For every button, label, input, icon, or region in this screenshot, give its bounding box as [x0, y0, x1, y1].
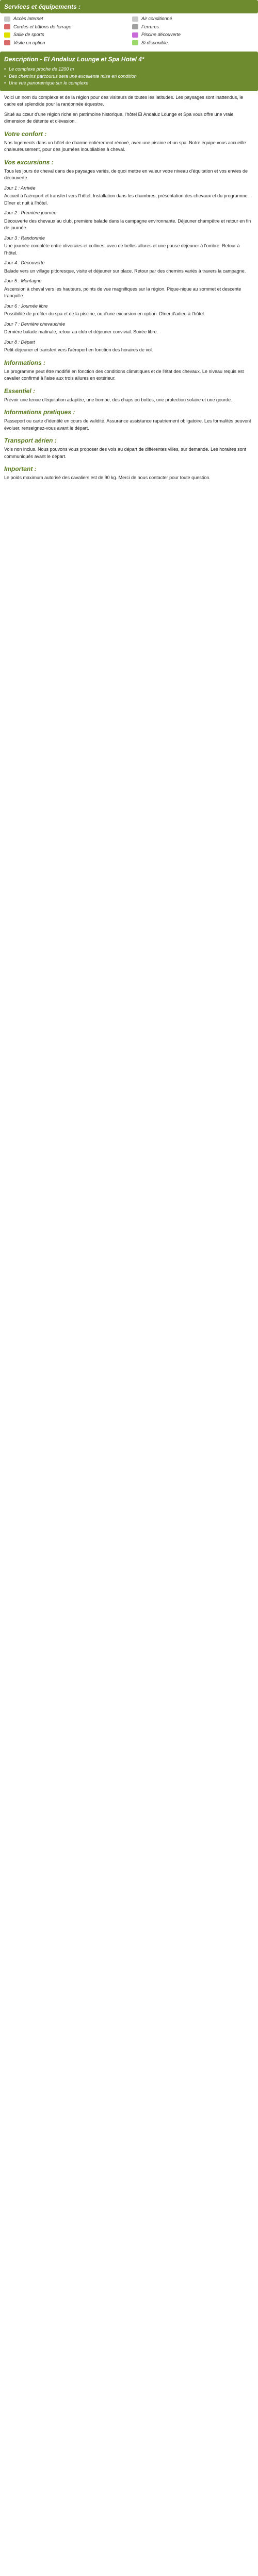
gym-icon: [4, 32, 10, 38]
day-title: Jour 7 : Dernière chevauchée: [4, 321, 66, 327]
confort-text: Nos logements dans un hôtel de charme entièrement rénové, avec une piscine et un spa. Notre équipe vous accueille chaleureusement, pour des journées inoubliables à cheval.: [4, 140, 246, 152]
informations-title: Informations :: [4, 359, 45, 366]
confort-title: Votre confort :: [4, 130, 47, 138]
service-item: [132, 15, 254, 23]
day-text: Découverte des chevaux au club, première balade dans la campagne environnante. Déjeuner champêtre et retour en fin de journée.: [4, 218, 251, 230]
day-text: Possibilité de profiter du spa et de la piscine, ou d'une excursion en option. Dîner d'adieu à l'hôtel.: [4, 311, 205, 316]
day-title: Jour 3 : Randonnée: [4, 235, 45, 241]
services-list: [0, 13, 258, 49]
service-label: Air conditionné: [141, 16, 172, 21]
transport-text: Vols non inclus. Nous pouvons vous proposer des vols au départ de différentes villes, sur demande. Les horaires sont communiqués avant le départ.: [4, 447, 247, 459]
stick-icon: [4, 24, 10, 29]
services-header: Services et équipements :: [0, 0, 258, 13]
day-block: [4, 278, 254, 300]
day-text: Balade vers un village pittoresque, visite et déjeuner sur place. Retour par des chemins variés à travers la campagne.: [4, 268, 246, 274]
day-block: [4, 321, 254, 336]
day-text: Dernière balade matinale, retour au club et déjeuner convivial. Soirée libre.: [4, 329, 158, 334]
service-label: Cordes et bâtons de ferrage: [13, 24, 72, 29]
wifi-icon: [4, 16, 10, 22]
day-block: [4, 339, 254, 354]
day-block: [4, 303, 254, 318]
service-item: [4, 15, 126, 23]
day-title: Jour 6 : Journée libre: [4, 303, 48, 309]
service-label: Visite en option: [13, 40, 45, 45]
important-title: Important :: [4, 465, 37, 472]
content-body: [0, 91, 258, 488]
bullet-text: Le complexe proche de 1200 m: [9, 66, 74, 72]
informations-text: Le programme peut être modifié en fonction des conditions climatiques et de l'état des chevaux. Le niveau requis est cavalier confirmé à l'aise aux trois allures en extérieur.: [4, 368, 244, 381]
service-label: Salle de sports: [13, 32, 44, 37]
description-bullet: [4, 66, 254, 73]
bullet-icon: •: [4, 80, 6, 86]
pratiques-text: Passeport ou carte d'identité en cours de validité. Assurance assistance rapatriement obligatoire. Les formalités peuvent évoluer, renseignez-vous avant le départ.: [4, 418, 251, 431]
service-item: [132, 40, 254, 47]
important-text: Le poids maximum autorisé des cavaliers est de 90 kg. Merci de nous contacter pour toute question.: [4, 475, 211, 480]
excursions-intro: Tous les jours de cheval dans des paysages variés, de quoi mettre en valeur votre niveau d'équitation et vos envies de découverte.: [4, 168, 248, 180]
day-block: [4, 185, 254, 207]
day-title: Jour 4 : Découverte: [4, 260, 45, 265]
service-item: [4, 40, 126, 47]
bullet-icon: •: [4, 73, 6, 79]
excursions-title: Vos excursions :: [4, 158, 54, 166]
service-item: [4, 24, 126, 31]
visit-icon: [4, 40, 10, 45]
pratiques-title: Informations pratiques :: [4, 409, 75, 416]
snowflake-icon: [132, 16, 138, 22]
bullet-text: Une vue panoramique sur le complexe: [9, 80, 89, 86]
check-icon: [132, 40, 138, 45]
day-title: Jour 5 : Montagne: [4, 278, 42, 283]
description-bullet: [4, 80, 254, 87]
service-label: Accès Internet: [13, 16, 43, 21]
service-label: Ferrures: [141, 24, 159, 29]
essentiel-title: Essentiel :: [4, 387, 36, 395]
essentiel-text: Prévoir une tenue d'équitation adaptée, une bombe, des chaps ou bottes, une protection solaire et une gourde.: [4, 397, 232, 402]
transport-title: Transport aérien :: [4, 437, 57, 444]
day-title: Jour 2 : Première journée: [4, 210, 57, 215]
service-label: Piscine découverte: [141, 32, 181, 37]
service-item: [132, 31, 254, 39]
description-box: [0, 52, 258, 91]
bullet-icon: •: [4, 66, 6, 72]
day-block: [4, 235, 254, 257]
description-bullet: [4, 73, 254, 80]
intro-paragraph: Voici un nom du complexe et de la région pour des visiteurs de toutes les latitudes. Les paysages sont inattendus, le cadre est splendide pour la randonnée équestre.: [4, 94, 244, 107]
day-block: [4, 260, 254, 275]
day-title: Jour 1 : Arrivée: [4, 185, 36, 191]
intro-paragraph-2: Situé au cœur d'une région riche en patrimoine historique, l'hôtel El Andaluz Lounge et Spa vous offre une vraie dimension de détente et d'évasion.: [4, 111, 234, 124]
day-text: Accueil à l'aéroport et transfert vers l'hôtel. Installation dans les chambres, présentation des chevaux et du programme. Dîner et nuit à l'hôtel.: [4, 193, 249, 206]
page: [0, 0, 258, 488]
day-text: Ascension à cheval vers les hauteurs, points de vue magnifiques sur la région. Pique-nique au sommet et descente tranquille.: [4, 286, 241, 298]
service-item: [132, 24, 254, 31]
bullet-text: Des chemins parcourus sera une excellente mise en condition: [9, 73, 137, 79]
horseshoe-icon: [132, 24, 138, 29]
description-title: Description - El Andaluz Lounge et Spa Hotel 4*: [4, 56, 144, 63]
day-block: [4, 210, 254, 232]
day-text: Une journée complète entre oliveraies et collines, avec de belles allures et une pause déjeuner à l'ombre. Retour à l'hôtel.: [4, 243, 240, 256]
day-title: Jour 8 : Départ: [4, 339, 35, 345]
pool-icon: [132, 32, 138, 38]
day-text: Petit-déjeuner et transfert vers l'aéroport en fonction des horaires de vol.: [4, 347, 153, 352]
service-label: Si disponible: [141, 40, 168, 45]
service-item: [4, 31, 126, 39]
